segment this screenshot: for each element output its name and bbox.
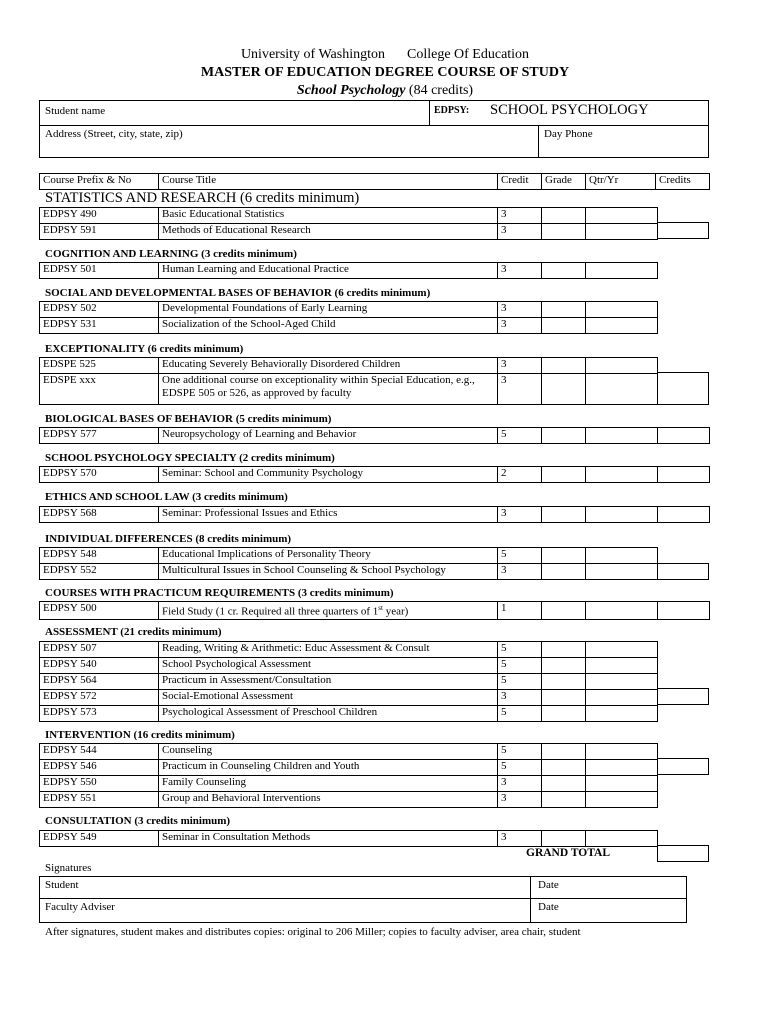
section-title: COGNITION AND LEARNING (3 credits minimum) [45,248,297,260]
section-title: BIOLOGICAL BASES OF BEHAVIOR (5 credits minimum) [45,413,332,425]
course-title: Multicultural Issues in School Counseling & School Psychology [159,564,498,580]
table-row [40,602,710,620]
section-credits-cell[interactable] [657,222,709,239]
table-row [40,374,658,405]
course-credit: 3 [498,263,542,279]
course-credit: 3 [498,776,542,792]
course-credit: 3 [498,358,542,374]
course-prefix: EDPSY 568 [40,507,159,523]
course-prefix: EDPSY 564 [40,674,159,690]
program-prefix: EDPSY: [434,105,470,116]
table-row [40,224,658,240]
course-title: One additional course on exceptionality within Special Education, e.g., EDSPE 505 or 526, as approved by faculty [159,374,498,405]
course-title [159,602,498,620]
course-prefix: EDPSY 570 [40,467,159,483]
table-row [40,642,658,658]
grade-cell[interactable] [542,706,586,722]
table-row [40,744,658,760]
student-date-field[interactable]: Date [538,879,559,891]
course-table [39,547,658,580]
course-credit: 3 [498,224,542,240]
grade-cell[interactable] [542,374,586,405]
course-prefix: EDPSY 507 [40,642,159,658]
grade-cell[interactable] [542,760,586,776]
qtr-cell[interactable] [586,776,658,792]
course-prefix: EDPSY 551 [40,792,159,808]
grand-total-cell[interactable] [657,845,709,862]
course-prefix: EDPSY 552 [40,564,159,580]
course-credit: 5 [498,548,542,564]
grade-cell[interactable] [542,208,586,224]
course-table [39,427,710,444]
signature-box [39,876,687,923]
course-title: Seminar: School and Community Psychology [159,467,498,483]
section-title: COURSES WITH PRACTICUM REQUIREMENTS (3 credits minimum) [45,587,394,599]
course-title: Methods of Educational Research [159,224,498,240]
course-title-sup: st [378,604,383,612]
table-row [40,831,658,847]
course-title: Basic Educational Statistics [159,208,498,224]
course-prefix: EDPSY 490 [40,208,159,224]
course-title: Reading, Writing & Arithmetic: Educ Assessment & Consult [159,642,498,658]
section-credits-cell[interactable] [657,688,709,705]
col-title: Course Title [159,174,498,190]
section-credits-cell[interactable] [658,602,710,620]
qtr-cell[interactable] [586,602,658,620]
grade-cell[interactable] [542,674,586,690]
course-title: Social-Emotional Assessment [159,690,498,706]
adviser-signature-field[interactable]: Faculty Adviser [45,901,115,913]
table-row [40,706,658,722]
qtr-cell[interactable] [586,224,658,240]
course-credit: 5 [498,674,542,690]
table-row [40,507,710,523]
qtr-cell[interactable] [586,208,658,224]
qtr-cell[interactable] [586,760,658,776]
program-line [0,83,770,99]
course-title: Neuropsychology of Learning and Behavior [159,428,498,444]
grade-cell[interactable] [542,831,586,847]
section-title: INDIVIDUAL DIFFERENCES (8 credits minimum) [45,533,292,545]
grade-cell[interactable] [542,744,586,760]
course-credit: 3 [498,208,542,224]
course-credit: 3 [498,564,542,580]
course-credit: 3 [498,318,542,334]
course-title: Educational Implications of Personality Theory [159,548,498,564]
course-title-text: Field Study (1 cr. Required all three quarters of 1 [162,605,379,618]
college-name: College Of Education [406,47,530,62]
table-row [40,208,658,224]
qtr-cell[interactable] [586,706,658,722]
course-table [39,641,658,722]
table-row [40,428,710,444]
course-credit: 3 [498,374,542,405]
table-row [40,318,658,334]
course-prefix: EDPSY 573 [40,706,159,722]
section-title: SCHOOL PSYCHOLOGY SPECIALTY (2 credits minimum) [45,452,335,464]
course-title: Socialization of the School-Aged Child [159,318,498,334]
day-phone-field[interactable]: Day Phone [544,128,593,140]
adviser-date-field[interactable]: Date [538,901,559,913]
address-field[interactable]: Address (Street, city, state, zip) [45,128,183,140]
table-row [40,263,658,279]
course-prefix: EDPSY 531 [40,318,159,334]
section-title: CONSULTATION (3 credits minimum) [45,815,231,827]
signatures-heading: Signatures [45,862,92,874]
credits-note: (84 credits) [408,83,474,98]
course-table [39,743,658,808]
course-prefix: EDPSY 572 [40,690,159,706]
grade-cell[interactable] [542,658,586,674]
footer-note: After signatures, student makes and distributes copies: original to 206 Miller; copies to faculty adviser, area chair, student [45,926,581,938]
date-divider [530,876,531,923]
col-credit: Credit [498,174,542,190]
course-title-end: year) [382,605,409,618]
grade-cell[interactable] [542,263,586,279]
qtr-cell[interactable] [586,263,658,279]
qtr-cell[interactable] [586,792,658,808]
course-prefix: EDPSY 577 [40,428,159,444]
table-row [40,358,658,374]
grade-cell[interactable] [542,548,586,564]
university-name: University of Washington [240,47,385,62]
course-credit: 3 [498,831,542,847]
header-line-1 [0,47,770,63]
section-credits-cell[interactable] [658,467,710,483]
qtr-cell[interactable] [586,358,658,374]
course-credit: 5 [498,706,542,722]
table-row [40,302,658,318]
course-title: Practicum in Assessment/Consultation [159,674,498,690]
course-prefix: EDPSY 549 [40,831,159,847]
course-title: Group and Behavioral Interventions [159,792,498,808]
course-prefix: EDPSY 591 [40,224,159,240]
student-box-vdivider [429,100,430,125]
course-table [39,301,658,334]
course-credit: 3 [498,690,542,706]
course-title: School Psychological Assessment [159,658,498,674]
section-credits-cell[interactable] [658,507,710,523]
grade-cell[interactable] [542,776,586,792]
grade-cell[interactable] [542,792,586,808]
course-table [39,262,658,279]
course-table [39,506,710,523]
qtr-cell[interactable] [586,318,658,334]
signature-divider [39,898,687,899]
section-credits-cell[interactable] [658,428,710,444]
course-title: Developmental Foundations of Early Learning [159,302,498,318]
course-title: Practicum in Counseling Children and Youth [159,760,498,776]
grade-cell[interactable] [542,564,586,580]
col-credits: Credits [656,174,710,190]
section-title: STATISTICS AND RESEARCH (6 credits minimum) [45,190,360,206]
course-prefix: EDPSY 544 [40,744,159,760]
course-credit: 5 [498,642,542,658]
qtr-cell[interactable] [586,374,658,405]
course-title: Seminar in Consultation Methods [159,831,498,847]
qtr-cell[interactable] [586,642,658,658]
section-title: SOCIAL AND DEVELOPMENTAL BASES OF BEHAVIOR (6 credits minimum) [45,287,431,299]
grade-cell[interactable] [542,318,586,334]
course-table [39,466,710,483]
course-table [39,601,710,620]
course-prefix: EDPSY 550 [40,776,159,792]
col-grade: Grade [542,174,586,190]
course-prefix: EDPSY 546 [40,760,159,776]
section-title: ETHICS AND SCHOOL LAW (3 credits minimum) [45,491,288,503]
grade-cell[interactable] [542,642,586,658]
course-prefix: EDPSY 540 [40,658,159,674]
table-row [40,776,658,792]
qtr-cell[interactable] [586,564,658,580]
section-title: EXCEPTIONALITY (6 credits minimum) [45,343,244,355]
course-prefix: EDSPE xxx [40,374,159,405]
table-row [40,760,658,776]
course-credit: 1 [498,602,542,620]
table-row [40,658,658,674]
section-title: ASSESSMENT (21 credits minimum) [45,626,222,638]
student-box-divider [39,125,709,126]
grade-cell[interactable] [542,358,586,374]
qtr-cell[interactable] [586,674,658,690]
course-table [39,207,658,240]
course-prefix: EDPSY 500 [40,602,159,620]
grade-cell[interactable] [542,224,586,240]
grade-cell[interactable] [542,467,586,483]
qtr-cell[interactable] [586,744,658,760]
phone-divider [538,125,539,158]
program-field: SCHOOL PSYCHOLOGY [490,102,649,118]
course-prefix: EDPSY 502 [40,302,159,318]
course-credit: 3 [498,792,542,808]
program-name: School Psychology [296,83,406,98]
col-prefix: Course Prefix & No [40,174,159,190]
grand-total-label: GRAND TOTAL [526,847,611,859]
qtr-cell[interactable] [586,658,658,674]
course-table [39,830,658,847]
table-row [40,792,658,808]
course-title: Human Learning and Educational Practice [159,263,498,279]
table-row [40,548,658,564]
table-row [40,674,658,690]
course-title: Family Counseling [159,776,498,792]
course-credit: 3 [498,302,542,318]
qtr-cell[interactable] [586,467,658,483]
grade-cell[interactable] [542,602,586,620]
section-credits-cell[interactable] [657,563,709,580]
grade-cell[interactable] [542,302,586,318]
table-row [40,690,658,706]
document-title: MASTER OF EDUCATION DEGREE COURSE OF STUDY [200,65,570,80]
course-title: Seminar: Professional Issues and Ethics [159,507,498,523]
qtr-cell[interactable] [586,428,658,444]
section-title: INTERVENTION (16 credits minimum) [45,729,235,741]
student-signature-field[interactable]: Student [45,879,79,891]
course-credit: 2 [498,467,542,483]
course-title: Educating Severely Behaviorally Disordered Children [159,358,498,374]
qtr-cell[interactable] [586,831,658,847]
course-title: Counseling [159,744,498,760]
col-qtr: Qtr/Yr [586,174,656,190]
qtr-cell[interactable] [586,690,658,706]
course-credit: 5 [498,744,542,760]
column-header-row [39,173,710,190]
student-name-field[interactable]: Student name [45,105,106,117]
course-credit: 5 [498,428,542,444]
table-row [40,467,710,483]
qtr-cell[interactable] [586,548,658,564]
course-prefix: EDPSY 548 [40,548,159,564]
course-title: Psychological Assessment of Preschool Children [159,706,498,722]
section-credits-cell[interactable] [657,372,709,405]
grade-cell[interactable] [542,428,586,444]
course-credit: 3 [498,507,542,523]
table-row [40,564,658,580]
section-credits-cell[interactable] [657,758,709,775]
course-credit: 5 [498,658,542,674]
qtr-cell[interactable] [586,302,658,318]
qtr-cell[interactable] [586,507,658,523]
course-table [39,357,658,405]
grade-cell[interactable] [542,690,586,706]
course-prefix: EDSPE 525 [40,358,159,374]
course-credit: 5 [498,760,542,776]
course-prefix: EDPSY 501 [40,263,159,279]
grade-cell[interactable] [542,507,586,523]
